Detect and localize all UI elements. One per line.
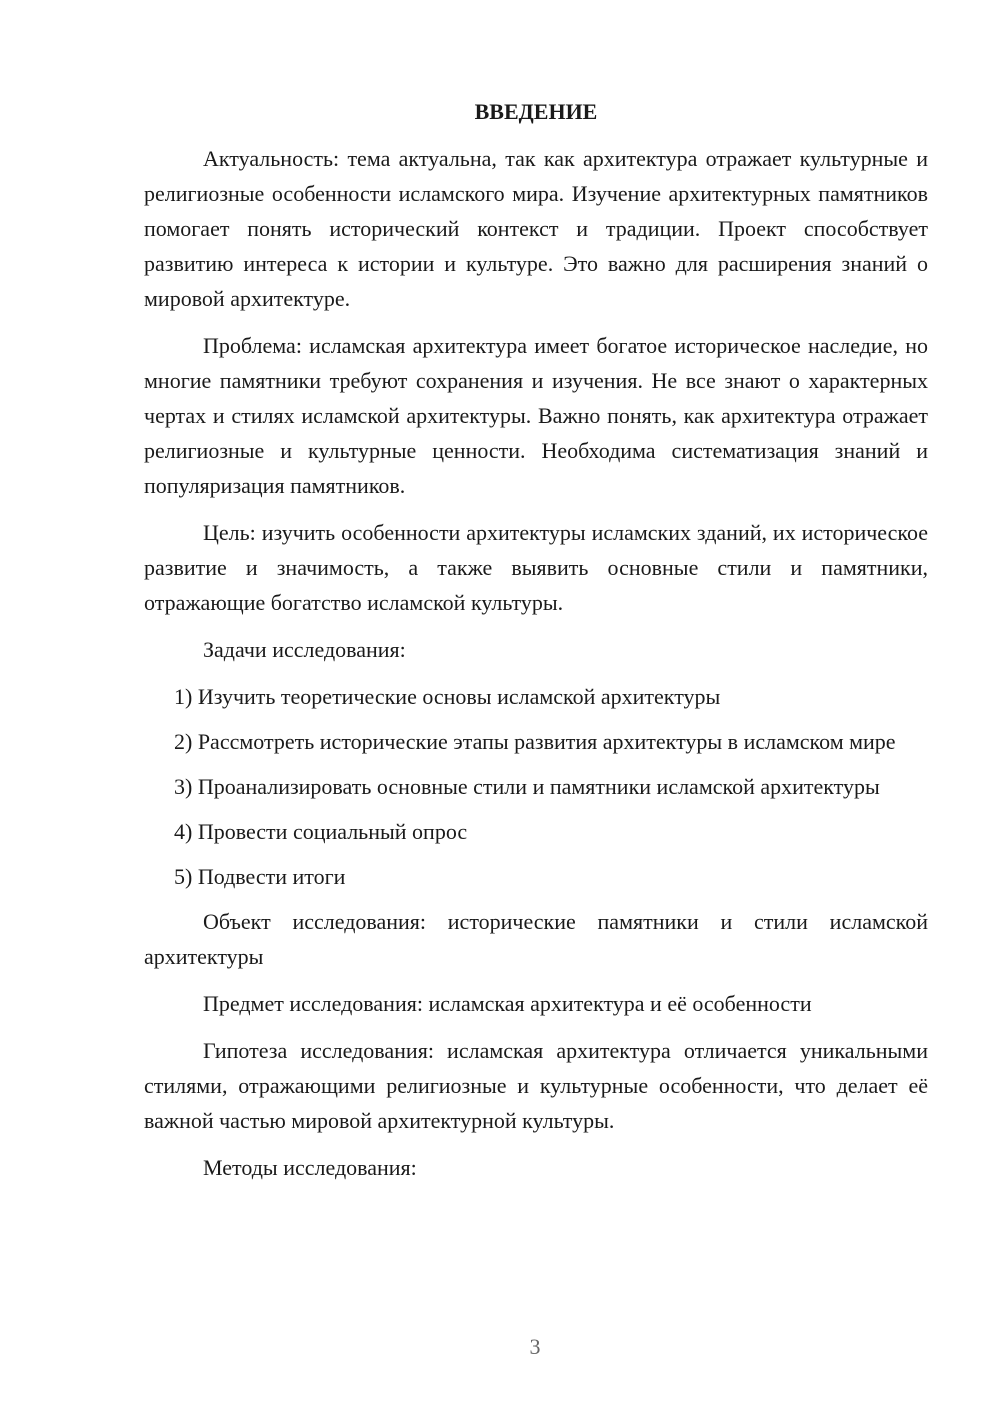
subject-paragraph: Предмет исследования: исламская архитектура и её особенности bbox=[203, 991, 812, 1016]
task-item-1: 1) Изучить теоретические основы исламской архитектуры bbox=[174, 684, 721, 709]
goal-paragraph: Цель: изучить особенности архитектуры исламских зданий, их историческое развитие и значимость, а также выявить основные стили и памятники, отражающие богатство исламской культуры. bbox=[144, 520, 928, 615]
relevance-paragraph: Актуальность: тема актуальна, так как архитектура отражает культурные и религиозные особенности исламского мира. Изучение архитектурных памятников помогает понять исторический контекст и традиции. Проект способствует развитию интереса к истории и культуре. Это важно для расширения знаний о мировой архитектуре. bbox=[144, 146, 928, 311]
task-item-4: 4) Провести социальный опрос bbox=[174, 819, 468, 844]
methods-heading: Методы исследования: bbox=[203, 1155, 417, 1180]
task-item-2: 2) Рассмотреть исторические этапы развития архитектуры в исламском мире bbox=[174, 729, 896, 754]
hypothesis-paragraph: Гипотеза исследования: исламская архитектура отличается уникальными стилями, отражающими религиозные и культурные особенности, что делает её важной частью мировой архитектурной культуры. bbox=[144, 1038, 928, 1133]
page-number: 3 bbox=[529, 1334, 541, 1359]
task-item-5: 5) Подвести итоги bbox=[174, 864, 346, 889]
page-content bbox=[144, 94, 928, 1197]
section-title: ВВЕДЕНИЕ bbox=[474, 99, 598, 124]
task-item-3: 3) Проанализировать основные стили и памятники исламской архитектуры bbox=[174, 774, 880, 799]
problem-paragraph: Проблема: исламская архитектура имеет богатое историческое наследие, но многие памятники требуют сохранения и изучения. Не все знают о характерных чертах и стилях исламской архитектуры. Важно понять, как архитектура отражает религиозные и культурные ценности. Необходима систематизация знаний и популяризация памятников. bbox=[144, 333, 928, 498]
object-paragraph: Объект исследования: исторические памятники и стили исламской архитектуры bbox=[144, 909, 928, 969]
tasks-heading: Задачи исследования: bbox=[203, 637, 406, 662]
